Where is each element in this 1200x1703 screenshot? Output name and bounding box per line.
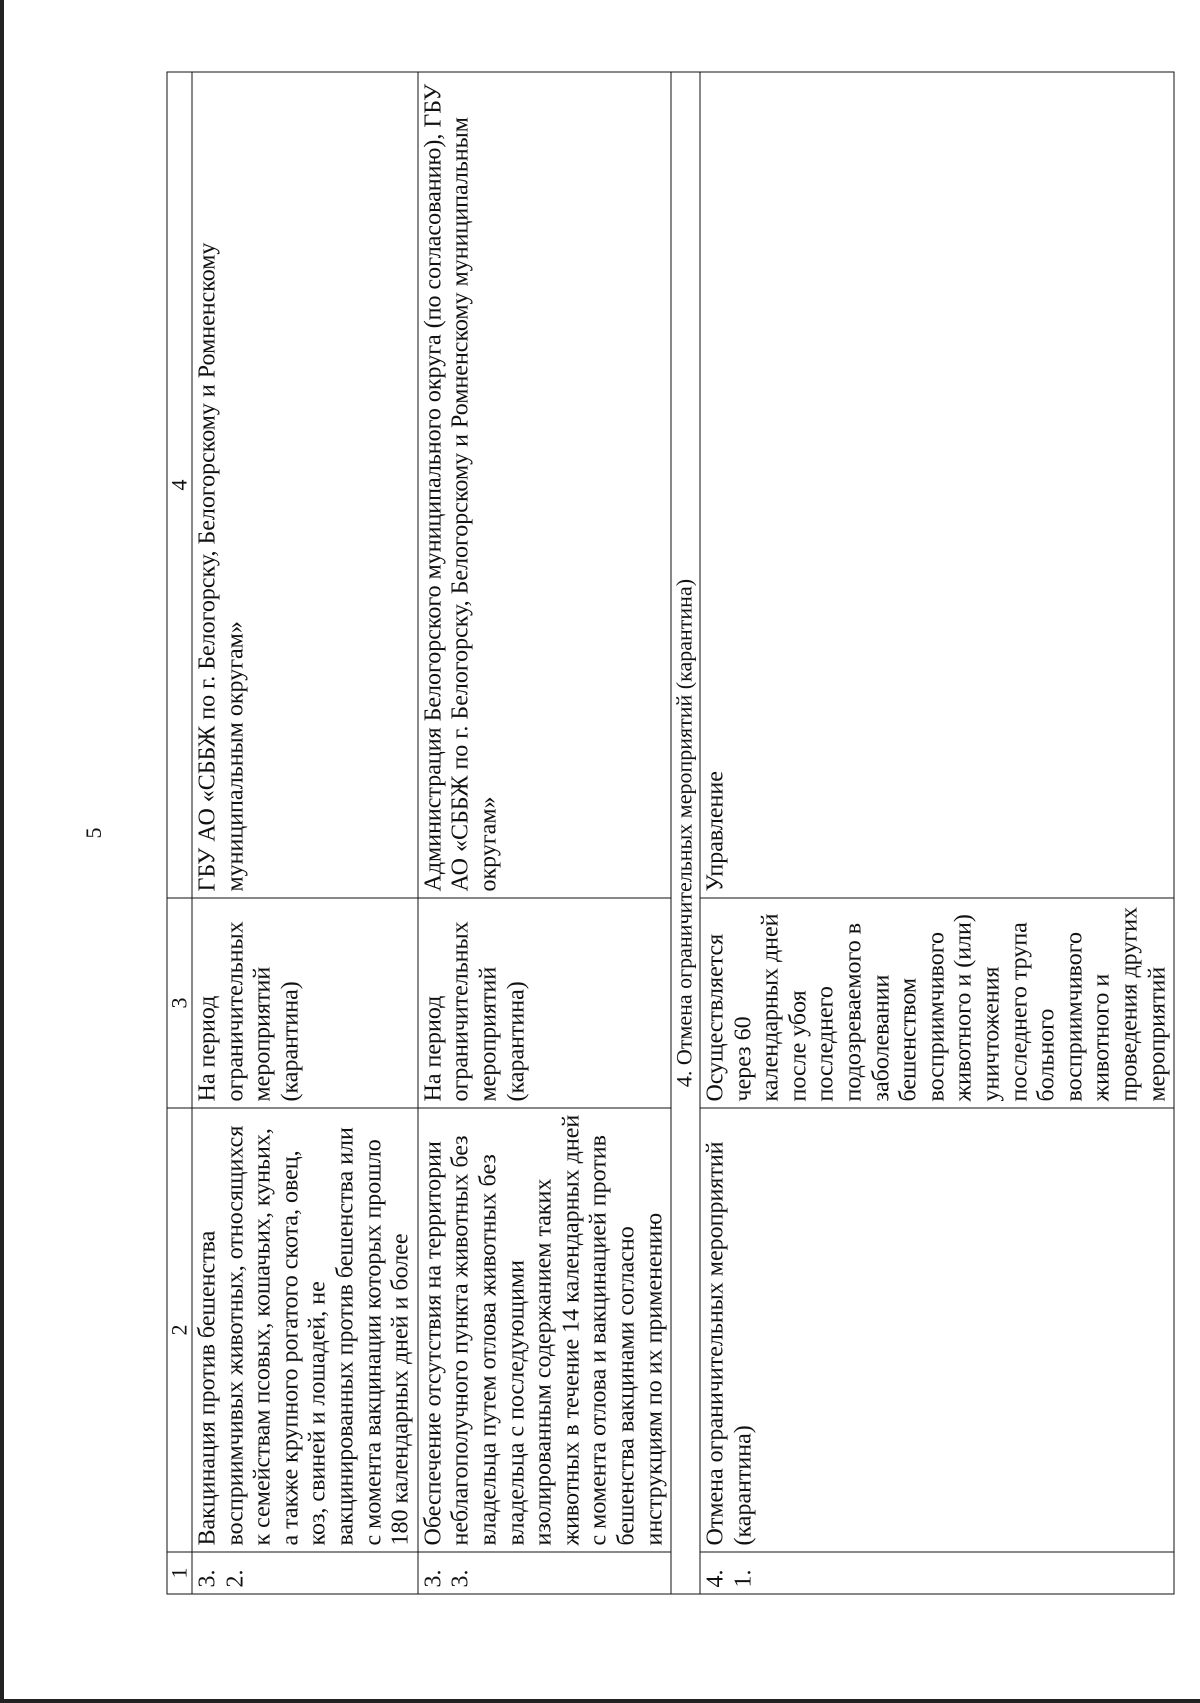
scan-edge-left (0, 0, 4, 1703)
header-cell-4: 4 (167, 72, 192, 898)
term-text: На период ограничительных мероприятий (карантина) (418, 898, 671, 1108)
rotated-table-container (166, 72, 1171, 1595)
row-number: 4.1. (700, 1552, 1174, 1594)
page-number: 5 (81, 827, 106, 839)
row-number: 3.3. (418, 1552, 671, 1594)
table-row (700, 72, 1174, 1594)
section-title: 4. Отмена ограничительных мероприятий (карантина) (671, 72, 700, 1594)
header-cell-3: 3 (167, 898, 192, 1108)
table-row (192, 72, 418, 1594)
table-row (418, 72, 671, 1594)
measure-text: Обеспечение отсутствия на территории неблагополучного пункта животных без владельца путем отлова животных без владельца с последующими изолированным содержанием таких животных в течение 14 календарных дней с момента отлова и вакцинацией против бешенства вакцинами согласно инструкциям по их применению (418, 1108, 671, 1552)
responsible-text: ГБУ АО «СББЖ по г. Белогорску, Белогорскому и Ромненскому муниципальным округам» (192, 72, 418, 898)
header-cell-2: 2 (167, 1108, 192, 1552)
responsible-text: Управление (700, 72, 1174, 898)
row-number: 3.2. (192, 1552, 418, 1594)
scan-edge-bottom (0, 1699, 1200, 1703)
section-row (671, 72, 700, 1594)
responsible-text: Администрация Белогорского муниципального округа (по согласованию), ГБУ АО «СББЖ по г. Белогорску, Белогорскому и Ромненскому муниципальным округам» (418, 72, 671, 898)
measure-text: Вакцинация против бешенства восприимчивых животных, относящихся к семействам псовых, кошачьих, куньих, а также крупного рогатого скота, овец, коз, свиней и лошадей, не вакцинированных против бешенства или с момента вакцинации которых прошло 180 календарных дней и более (192, 1108, 418, 1552)
header-row (167, 72, 192, 1594)
term-text: На период ограничительных мероприятий (карантина) (192, 898, 418, 1108)
measures-table (167, 72, 1175, 1595)
measure-text: Отмена ограничительных мероприятий (карантина) (700, 1108, 1174, 1552)
header-cell-1: 1 (167, 1552, 192, 1594)
term-text: Осуществляется через 60 календарных дней после убоя последнего подозреваемого в заболевании бешенством восприимчивого животного и (или) уничтожения последнего трупа больного восприимчивого животного и проведения других мероприятий (700, 898, 1174, 1108)
